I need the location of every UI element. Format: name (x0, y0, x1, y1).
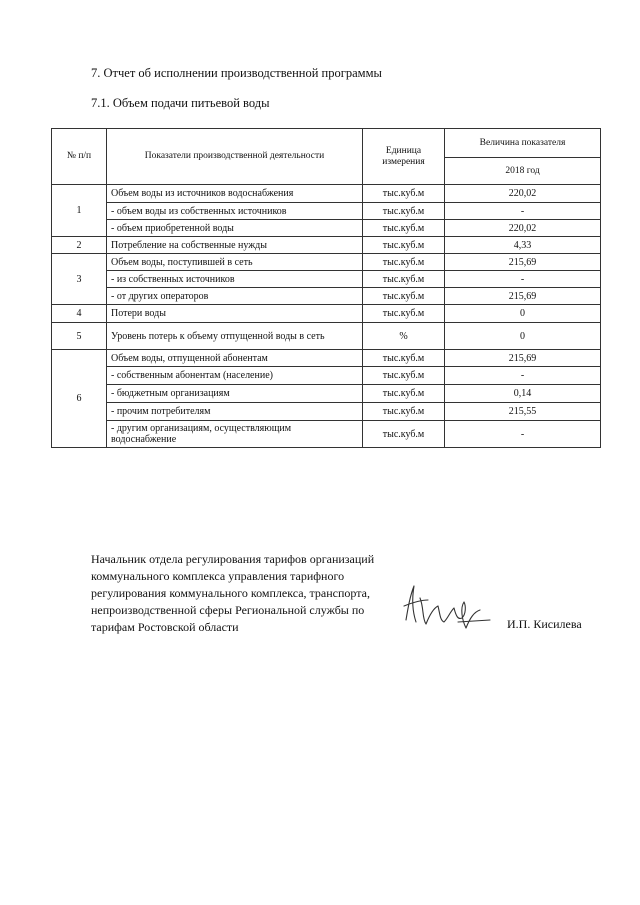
table-row (52, 403, 601, 421)
row-value: 215,69 (445, 350, 601, 367)
table-row (52, 271, 601, 288)
row-unit: тыс.куб.м (363, 220, 445, 237)
row-indicator: Потери воды (107, 305, 363, 323)
row-unit: тыс.куб.м (363, 385, 445, 403)
header-year: 2018 год (445, 158, 601, 185)
row-unit: тыс.куб.м (363, 305, 445, 323)
row-value: 220,02 (445, 185, 601, 203)
row-unit: тыс.куб.м (363, 185, 445, 203)
row-indicator: Объем воды из источников водоснабжения (107, 185, 363, 203)
row-unit: тыс.куб.м (363, 350, 445, 367)
row-value: 4,33 (445, 237, 601, 254)
row-indicator: - из собственных источников (107, 271, 363, 288)
table-row (52, 254, 601, 271)
signature-icon (400, 578, 492, 634)
row-value: - (445, 421, 601, 448)
row-indicator: Объем воды, отпущенной абонентам (107, 350, 363, 367)
row-indicator: - от других операторов (107, 288, 363, 305)
row-value: - (445, 203, 601, 220)
row-number: 5 (52, 323, 107, 350)
row-unit: тыс.куб.м (363, 254, 445, 271)
subsection-heading: 7.1. Объем подачи питьевой воды (91, 96, 270, 110)
row-unit: тыс.куб.м (363, 421, 445, 448)
water-supply-table (51, 128, 601, 448)
table-row (52, 237, 601, 254)
table-body (52, 185, 601, 448)
header-value-group: Величина показателя (445, 129, 601, 158)
row-unit: тыс.куб.м (363, 203, 445, 220)
row-value: 0,14 (445, 385, 601, 403)
row-value: 215,69 (445, 254, 601, 271)
row-number: 3 (52, 254, 107, 305)
row-value: - (445, 367, 601, 385)
row-value: - (445, 271, 601, 288)
signer-name: И.П. Кисилева (507, 617, 582, 631)
row-indicator: - бюджетным организациям (107, 385, 363, 403)
row-number: 4 (52, 305, 107, 323)
section-heading: 7. Отчет об исполнении производственной программы (91, 66, 382, 80)
row-indicator: - объем воды из собственных источников (107, 203, 363, 220)
row-unit: тыс.куб.м (363, 288, 445, 305)
row-number: 6 (52, 350, 107, 448)
table-row (52, 220, 601, 237)
table-row (52, 185, 601, 203)
row-value: 220,02 (445, 220, 601, 237)
header-unit: Единица измерения (363, 129, 445, 185)
table-row (52, 385, 601, 403)
table-row (52, 421, 601, 448)
row-indicator: Объем воды, поступившей в сеть (107, 254, 363, 271)
row-indicator: Уровень потерь к объему отпущенной воды в сеть (107, 323, 363, 350)
row-indicator: - прочим потребителям (107, 403, 363, 421)
row-value: 215,69 (445, 288, 601, 305)
table-row (52, 288, 601, 305)
row-unit: % (363, 323, 445, 350)
row-unit: тыс.куб.м (363, 403, 445, 421)
table-row (52, 203, 601, 220)
table-row (52, 305, 601, 323)
table-row (52, 367, 601, 385)
row-indicator: Потребление на собственные нужды (107, 237, 363, 254)
row-number: 1 (52, 185, 107, 237)
row-unit: тыс.куб.м (363, 237, 445, 254)
row-indicator: - объем приобретенной воды (107, 220, 363, 237)
row-unit: тыс.куб.м (363, 271, 445, 288)
row-number: 2 (52, 237, 107, 254)
header-num: № п/п (52, 129, 107, 185)
row-unit: тыс.куб.м (363, 367, 445, 385)
row-indicator: - собственным абонентам (население) (107, 367, 363, 385)
signatory-position: Начальник отдела регулирования тарифов организаций коммунального комплекса управления тарифного регулирования коммунального комплекса, транспорта, непроизводственной сферы Региональной службы по тарифам Ростовской области (91, 552, 375, 634)
row-value: 0 (445, 323, 601, 350)
header-indicator: Показатели производственной деятельности (107, 129, 363, 185)
table-row (52, 350, 601, 367)
row-indicator: - другим организациям, осуществляющим водоснабжение (107, 421, 363, 448)
row-value: 215,55 (445, 403, 601, 421)
row-value: 0 (445, 305, 601, 323)
table-row (52, 323, 601, 350)
